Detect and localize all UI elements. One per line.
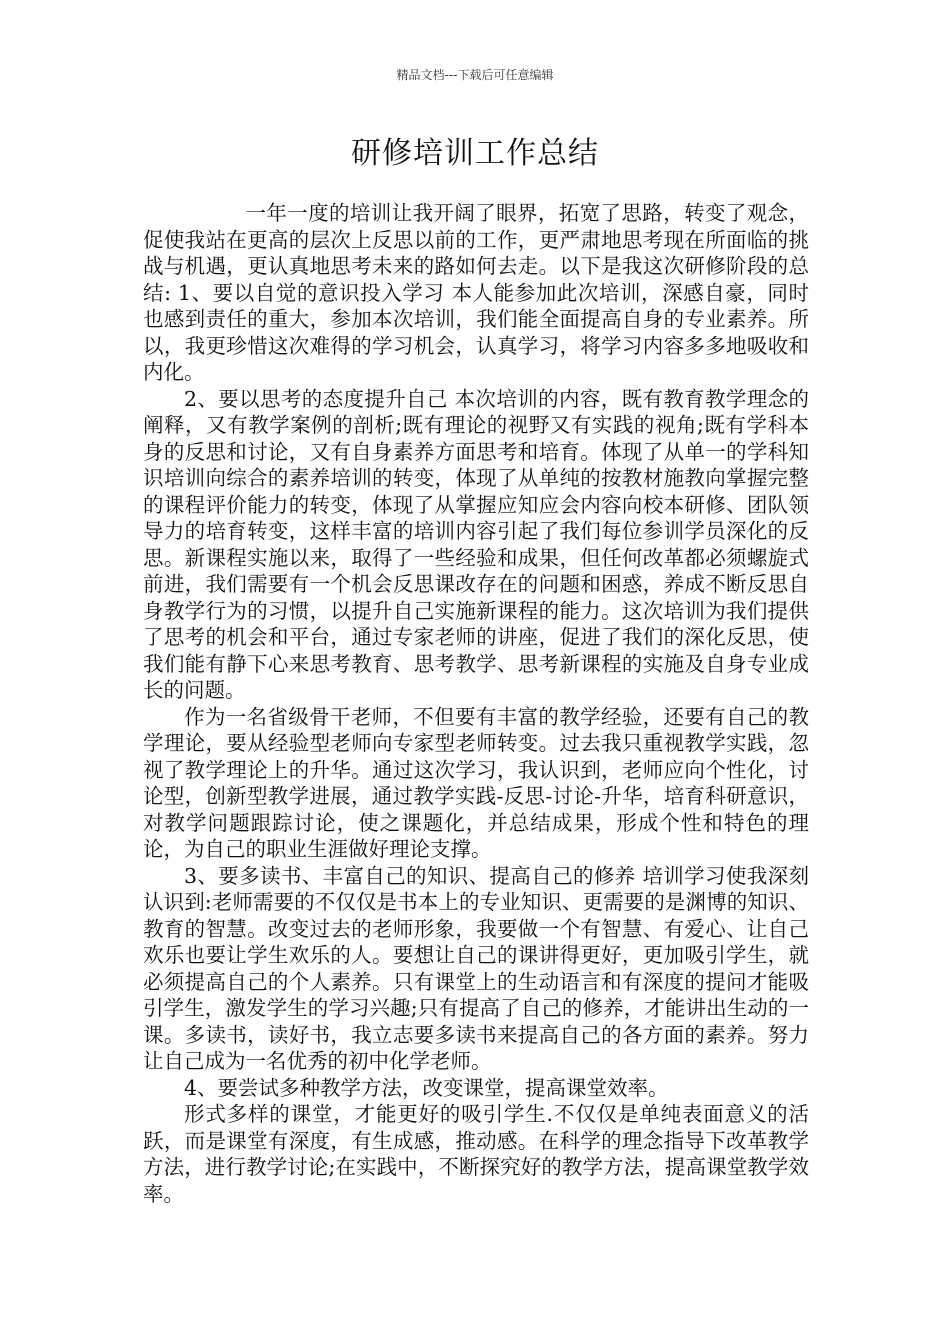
page-header-note: 精品文档---下载后可任意编辑 <box>396 68 554 82</box>
paragraph-4: 3、要多读书、丰富自己的知识、提高自己的修养 培训学习使我深刻认识到:老师需要的不仅仅是书本上的专业知识、更需要的是渊博的知识、教育的智慧。改变过去的老师形象，我要做一个有智慧、有爱心、让自己欢乐也要让学生欢乐的人。要想让自己的课讲得更好，更加吸引学生，就必须提高自己的个人素养。只有课堂上的生动语言和有深度的提问才能吸引学生，激发学生的学习兴趣;只有提高了自己的修养，才能讲出生动的一课。多读书，读好书，我立志要多读书来提高自己的各方面的素养。努力让自己成为一名优秀的初中化学老师。 <box>143 863 809 1073</box>
document-title: 研修培训工作总结 <box>351 136 599 171</box>
document-body <box>143 200 809 1207</box>
paragraph-6: 形式多样的课堂，才能更好的吸引学生.不仅仅是单纯表面意义的活跃，而是课堂有深度，有生成感，推动感。在科学的理念指导下改革教学方法，进行教学讨论;在实践中，不断探究好的教学方法，提高课堂教学效率。 <box>143 1102 809 1206</box>
paragraph-2: 2、要以思考的态度提升自己 本次培训的内容，既有教育教学理念的阐释，又有教学案例的剖析;既有理论的视野又有实践的视角;既有学科本身的反思和讨论，又有自身素养方面思考和培育。体现了从单一的学科知识培训向综合的素养培训的转变，体现了从单纯的按教材施教向掌握完整的课程评价能力的转变，体现了从掌握应知应会内容向校本研修、团队领导力的培育转变，这样丰富的培训内容引起了我们每位参训学员深化的反思。新课程实施以来，取得了一些经验和成果，但任何改革都必须螺旋式前进，我们需要有一个机会反思课改存在的问题和困惑，养成不断反思自身教学行为的习惯，以提升自己实施新课程的能力。这次培训为我们提供了思考的机会和平台，通过专家老师的讲座，促进了我们的深化反思，使我们能有静下心来思考教育、思考教学、思考新课程的实施及自身专业成长的问题。 <box>143 386 809 702</box>
paragraph-3: 作为一名省级骨干老师，不但要有丰富的教学经验，还要有自己的教学理论，要从经验型老师向专家型老师转变。过去我只重视教学实践，忽视了教学理论上的升华。通过这次学习，我认识到，老师应向个性化，讨论型，创新型教学进展，通过教学实践-反思-讨论-升华，培育科研意识，对教学问题跟踪讨论，使之课题化，并总结成果，形成个性和特色的理论，为自己的职业生涯做好理论支撑。 <box>143 704 809 861</box>
paragraph-1: 一年一度的培训让我开阔了眼界，拓宽了思路，转变了观念，促使我站在更高的层次上反思以前的工作，更严肃地思考现在所面临的挑战与机遇，更认真地思考未来的路如何去走。以下是我这次研修阶段的总结: 1、要以自觉的意识投入学习 本人能参加此次培训，深感自豪，同时也感到责任的重大，参加本次培训，我们能全面提高自身的专业素养。所以，我更珍惜这次难得的学习机会，认真学习，将学习内容多多地吸收和内化。 <box>143 201 809 384</box>
paragraph-5: 4、要尝试多种教学方法，改变课堂，提高课堂效率。 <box>184 1075 669 1100</box>
